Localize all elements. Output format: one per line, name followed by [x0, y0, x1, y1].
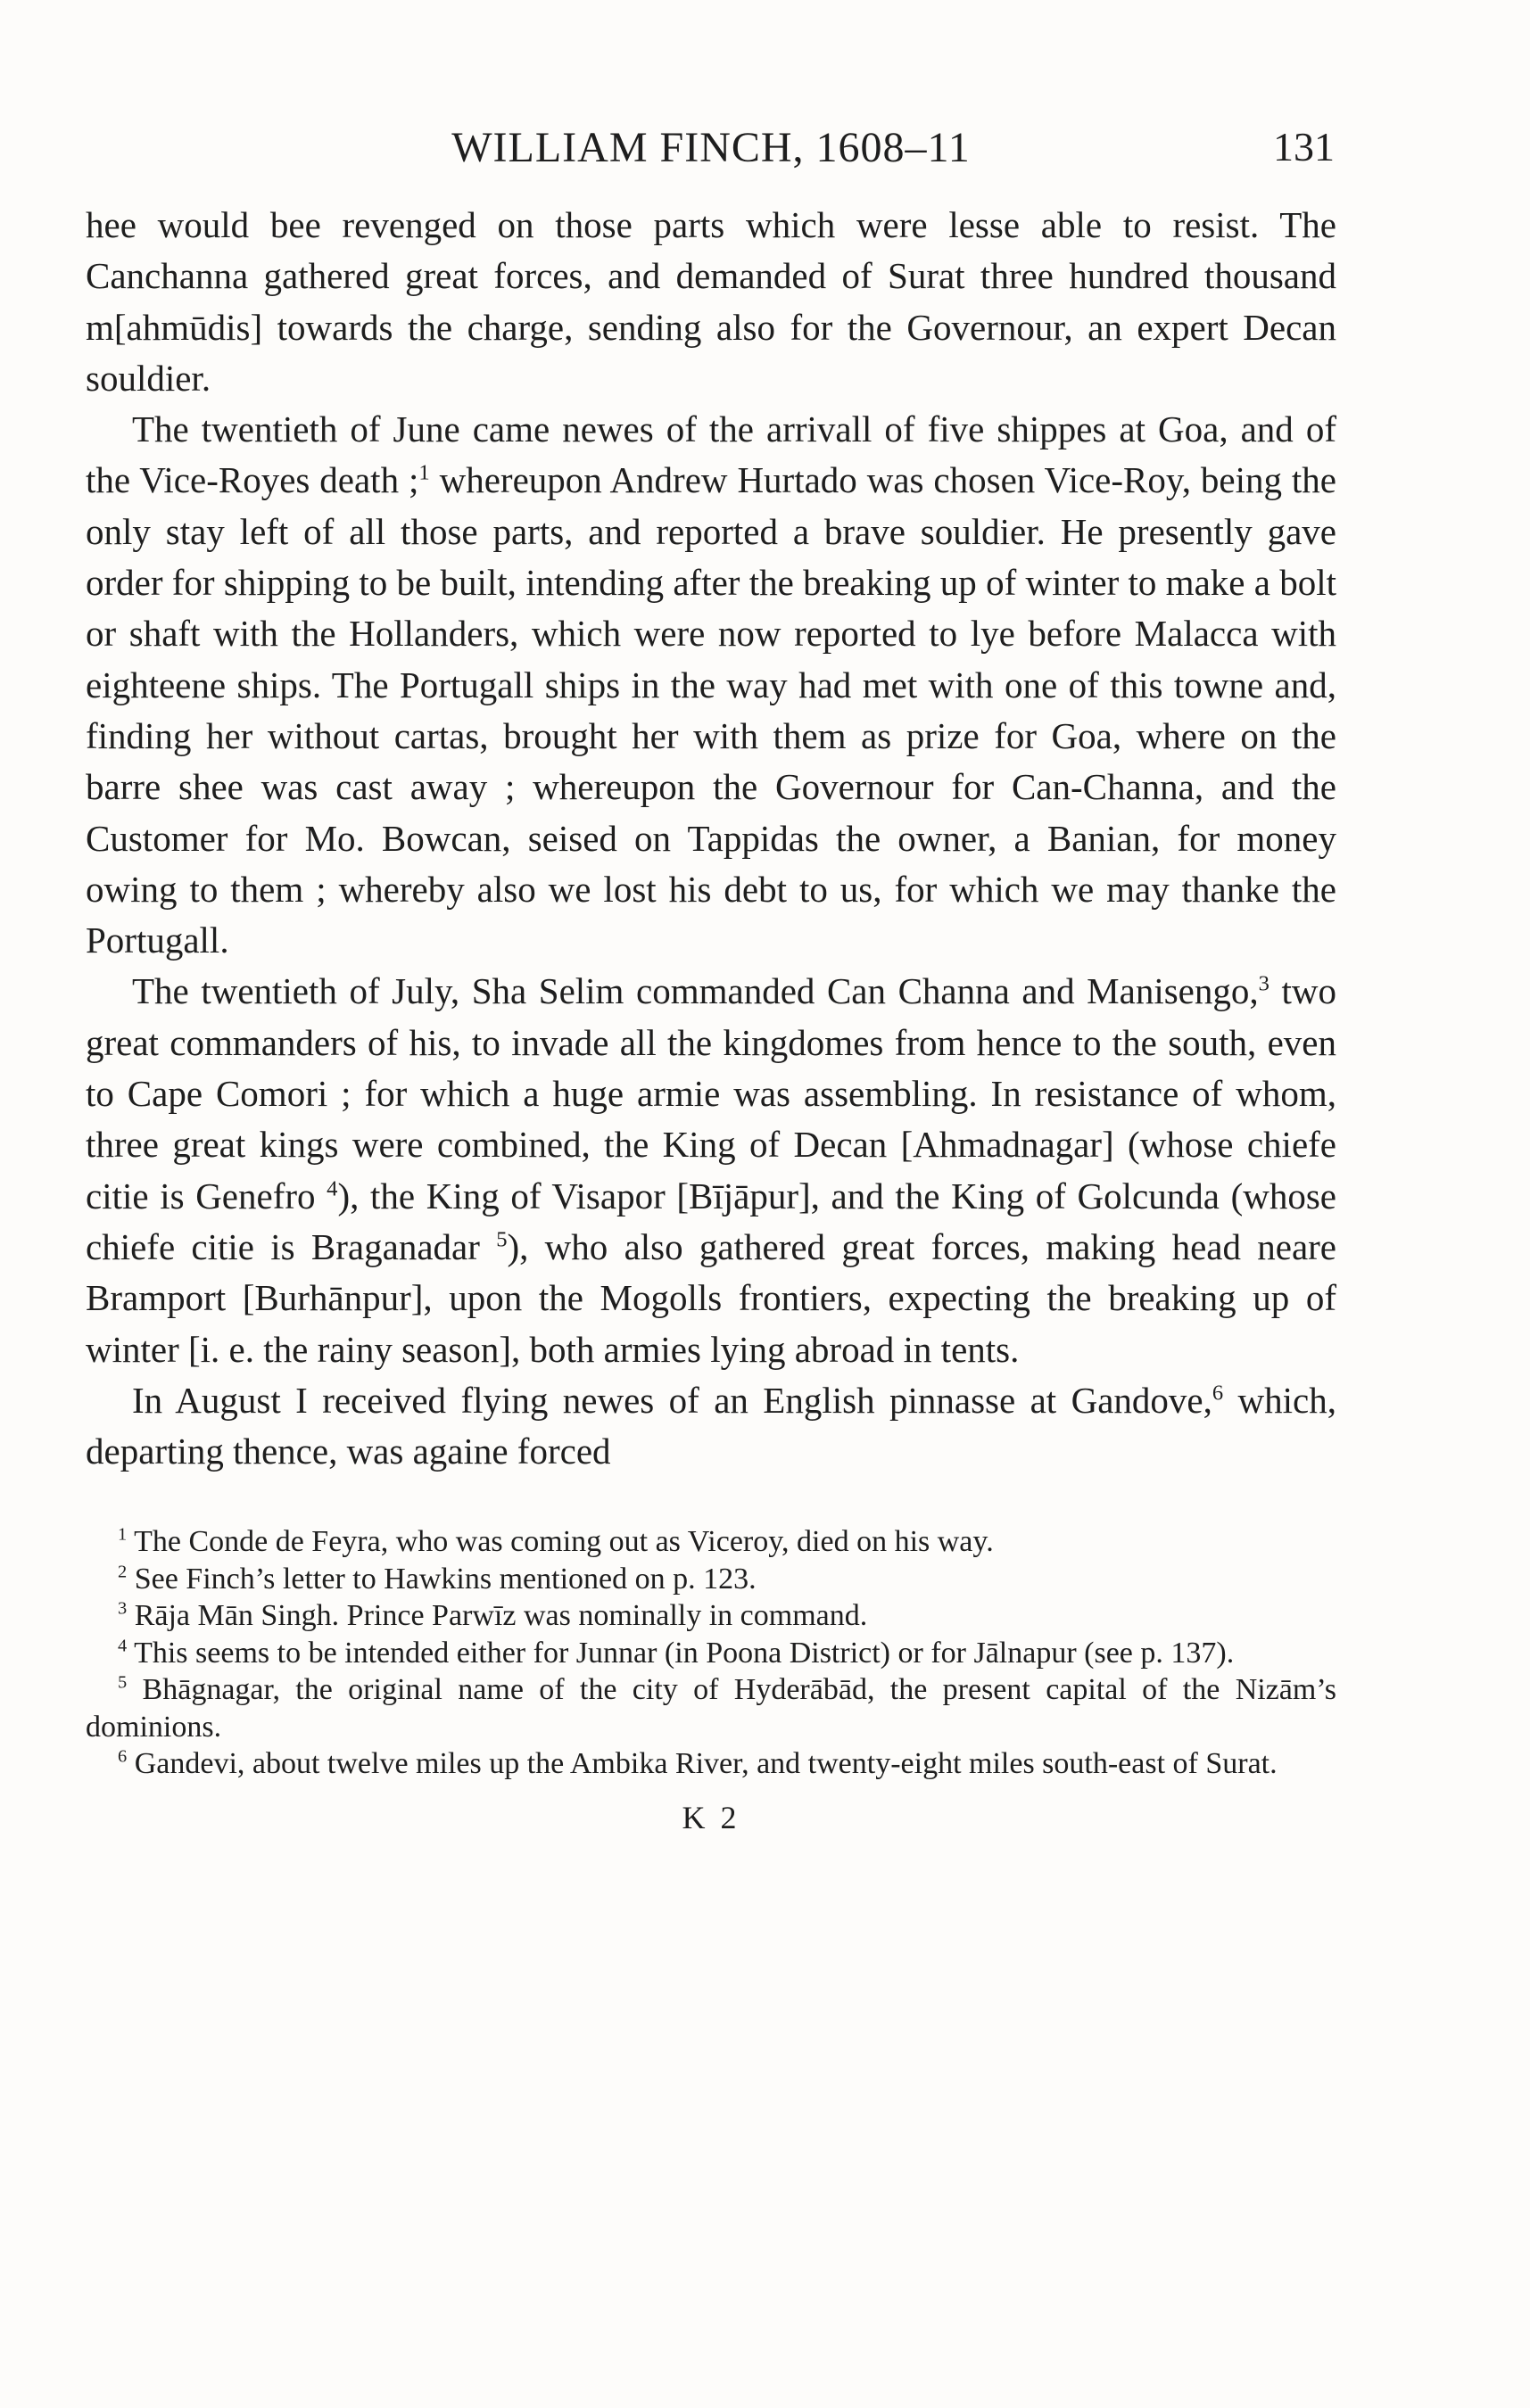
body-paragraph: [86, 200, 1336, 404]
footnote-reference: 6: [1212, 1381, 1224, 1406]
footnote-reference: 5: [496, 1227, 508, 1252]
body-paragraph: [86, 1375, 1336, 1478]
footnote: [86, 1671, 1336, 1745]
text-run: hee would bee revenged on those parts which were lesse able to resist. The Canchanna gathered great forces, and demanded of Surat three hundred thousand m[ahmūdis] towards the charge, sending also for the Governour, an expert Decan souldier.: [86, 204, 1336, 399]
footnote-mark: 4: [118, 1636, 128, 1656]
body-text: [86, 200, 1336, 1477]
signature-mark: K 2: [682, 1799, 740, 1835]
footnotes: [86, 1523, 1336, 1783]
footnote-text: Rāja Mān Singh. Prince Parwīz was nominally in command.: [127, 1599, 868, 1633]
footnote: [86, 1561, 1336, 1598]
text-run: In August I received flying newes of an English pinnasse at Gandove,: [132, 1379, 1212, 1421]
body-paragraph: [86, 404, 1336, 966]
text-run: which, departing thence, was againe forced: [86, 1379, 1337, 1472]
footnote-text: Gandevi, about twelve miles up the Ambika River, and twenty-eight miles south-east of Surat.: [127, 1747, 1278, 1781]
footnote-mark: 1: [118, 1525, 128, 1546]
footnote-text: The Conde de Feyra, who was coming out as Viceroy, died on his way.: [127, 1525, 994, 1559]
footnote-text: This seems to be intended either for Junnar (in Poona District) or for Jālnapur (see p. 137).: [127, 1636, 1235, 1670]
footnote: [86, 1745, 1336, 1783]
text-run: The twentieth of July, Sha Selim commanded Can Channa and Manisengo,: [132, 970, 1259, 1012]
footnote-mark: 6: [118, 1747, 128, 1768]
footnote-reference: 3: [1258, 971, 1269, 996]
footnote: [86, 1597, 1336, 1635]
body-paragraph: [86, 966, 1336, 1374]
running-title: WILLIAM FINCH, 1608–11: [451, 124, 971, 171]
footnote-mark: 5: [118, 1673, 128, 1694]
footnote-text: See Finch’s letter to Hawkins mentioned on p. 123.: [127, 1562, 757, 1596]
footnote-mark: 3: [118, 1599, 128, 1620]
footnote: [86, 1635, 1336, 1672]
page-number: 131: [1273, 124, 1335, 169]
footnote: [86, 1523, 1336, 1561]
running-head: [86, 116, 1336, 187]
footnote-reference: 1: [418, 460, 430, 485]
text-run: ), the King of Visapor [Bījāpur], and the King of Golcunda (whose chiefe citie is Braganadar: [86, 1175, 1336, 1267]
footnote-text: Bhāgnagar, the original name of the city of Hyderābād, the present capital of the Nizām’s dominions.: [86, 1673, 1336, 1744]
footnote-mark: 2: [118, 1562, 128, 1582]
footnote-reference: 4: [327, 1175, 338, 1200]
text-run: The twentieth of June came newes of the arrivall of five shippes at Goa, and of the Vice-Royes death ;: [86, 408, 1336, 501]
text-run: whereupon Andrew Hurtado was chosen Vice-Roy, being the only stay left of all those parts, and reported a brave souldier. He presently gave order for shipping to be built, intending after the breaking up of winter to make a bolt or shaft with the Hollanders, which were now reported to lye before Malacca with eighteene ships. The Portugall ships in the way had met with one of this towne and, finding her without cartas, brought her with them as prize for Goa, where on the barre shee was cast away ; whereupon the Governour for Can-Channa, and the Customer for Mo. Bowcan, seised on Tappidas the owner, a Banian, for money owing to them ; whereby also we lost his debt to us, for which we may thanke the Portugall.: [86, 459, 1336, 961]
text-run: two great commanders of his, to invade all the kingdomes from hence to the south, even to Cape Comori ; for which a huge armie was assembling. In resistance of whom, three great kings were combined, the King of Decan [Ahmadnagar] (whose chiefe citie is Genefro: [86, 970, 1336, 1216]
text-run: ), who also gathered great forces, making head neare Bramport [Burhānpur], upon the Mogolls frontiers, expecting the breaking up of winter [i. e. the rainy season], both armies lying abroad in tents.: [86, 1225, 1337, 1370]
book-page: [86, 116, 1336, 1836]
